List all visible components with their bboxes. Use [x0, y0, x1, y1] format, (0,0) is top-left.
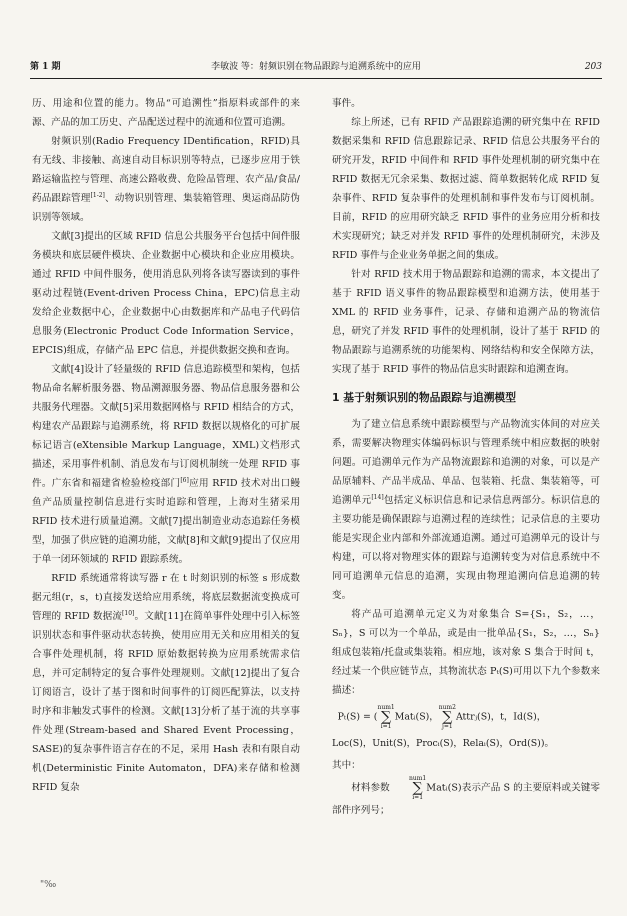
- sum-upper: num2: [438, 704, 456, 711]
- sum-upper: num1: [409, 775, 427, 782]
- citation: [14]: [371, 493, 384, 501]
- running-title: 李敏波 等：射频识别在物品跟踪与追溯系统中的应用: [211, 62, 421, 72]
- footer-mark: "‰: [40, 880, 57, 890]
- text-run: Matᵢ(S)表示产品 S 的主要原料或关键零部件序列号；: [332, 782, 601, 816]
- text-run: 。文献[11]在简单事件处理中引入标签识别状态和事件驱动状态转换，使用应用无关和应用相关的复合事件处理机制，将 RFID 原始数据转换为应用系统需求信息，并可定制特定的复合事件处理规则。文献[12]提出了复合订阅语言，设计了基于图和时间事件的订阅匹配算法，以支持时序和非触发式事件的检测。文献[13]分析了基于流的共享事件处理(Stream-based and Shared Event Processing，SASE)的复杂事件语言存在的不足，采用 Hash 表和有限自动机(Deterministic Finite Automaton，DFA)来存储和检测 RFID 复杂: [32, 611, 300, 793]
- text-run: 为了建立信息系统中跟踪模型与产品物流实体间的对应关系，需要解决物理实体编码标识与管理系统中相应数据的映射问题。可追溯单元作为产品物流跟踪和追溯的对象，可以是产品原辅料、产品半成品、单品、包装箱、托盘、集装箱等，可追溯单元: [332, 419, 600, 506]
- text-run: 、动物识别管理、集装箱管理、奥运商品防伪识别等领域。: [32, 193, 301, 223]
- paragraph: 综上所述，已有 RFID 产品跟踪追溯的研究集中在 RFID 数据采集和 RFID 信息跟踪记录、RFID 信息公共服务平台的研究开发，RFID 中间件和 RFID 事件处理机制的研究集中在 RFID 数据无冗余采集、数据过滤、简单数据转化成 RFID 复杂事件、RFID 复杂事件的处理机制和事件发布与订阅机制。目前，RFID 的应用研究缺乏 RFID 事件的业务应用分析和技术实现研究；缺乏对并发 RFID 事件的处理机制研究，未涉及 RFID 事件与企业业务单据之间的集成。: [332, 117, 600, 261]
- left-column: [32, 94, 300, 797]
- issue-number: 第 1 期: [30, 62, 61, 72]
- text-run: 材料参数: [351, 782, 390, 794]
- paragraph: 其中：: [332, 760, 361, 771]
- sum-lower: i=1: [380, 723, 392, 730]
- paragraph: [32, 132, 300, 227]
- formula-part: Matᵢ(S)，: [394, 711, 439, 723]
- sum-upper: num1: [377, 704, 395, 711]
- paragraph: 文献[3]提出的区域 RFID 信息公共服务平台包括中间件服务模块和底层硬件模块、企业数据中心模块和企业应用模块。通过 RFID 中间件服务，使用消息队列将各读写器读到的事件驱动过程链(Event-driven Process China，EPC)信息主动发给企业数据中心，企业数据中心由数据库和产品电子代码信息服务(Electronic Product Code Information Service，EPCIS)组成，存储产品 EPC 信息，并提供数据交换和查询。: [32, 231, 300, 356]
- sum-lower: j=1: [441, 723, 453, 730]
- page-number: 203: [584, 62, 602, 72]
- citation: [6]: [180, 476, 189, 484]
- paragraph: [332, 415, 600, 605]
- paragraph: 历、用途和位置的能力。物品“可追溯性”指原料或部件的来源、产品的加工历史、产品配送过程中的流通和位置可追溯。: [32, 98, 300, 128]
- section-title: 1 基于射频识别的物品跟踪与追溯模型: [332, 391, 517, 404]
- sum-lower: i=1: [412, 794, 424, 801]
- paragraph: [332, 775, 600, 820]
- paragraph: 将产品可追溯单元定义为对象集合 S={S₁，S₂，…，Sₙ}，S 可以为一个单品，或是由一批单品{S₁，S₂，…，Sₙ}组成包装箱/托盘或集装箱。相应地，该对象 S 集合于时间 t，经过某一个供应链节点，其物流状态 Pₜ(S)可用以下九个参数来描述：: [332, 609, 600, 696]
- summation-symbol: num1 ∑ i=1: [390, 775, 426, 801]
- text-run: RFID 系统通常将读写器 r 在 t 时刻识别的标签 s 形成数据元组(r，s，t)直接发送给应用系统，将底层数据流变换成可管理的 RFID 数据流: [32, 573, 300, 622]
- citation: [1-2]: [90, 191, 105, 199]
- paragraph: 事件。: [332, 98, 361, 109]
- paragraph: [32, 569, 300, 797]
- state-formula-line2: Loc(S)，Unit(S)，Procᵢ(S)，Relaᵢ(S)，Ord(S))。: [332, 738, 554, 749]
- formula-part: Pₜ(S) = (: [337, 711, 378, 723]
- running-header: [30, 58, 602, 79]
- state-formula: [332, 704, 600, 730]
- formula-part: Attrⱼ(S)，t，Id(S)，: [455, 711, 547, 723]
- citation: [10]: [122, 609, 135, 617]
- paragraph: [32, 360, 300, 569]
- right-column: [332, 94, 600, 820]
- text-run: 文献[4]设计了轻量级的 RFID 信息追踪模型和架构，包括物品命名解析服务器、物品溯源服务器、物品信息服务器和公共服务代理器。文献[5]采用数据网格与 RFID 相结合的方式，构建农产品跟踪与追溯系统，将 RFID 数据以规格化的可扩展标记语言(eXtensible Markup Language，XML)文档形式描述，采用事件机制、消息发布与订阅机制统一处理 RFID 事件。广东省和福建省检验检疫部门: [32, 364, 300, 489]
- paragraph: 针对 RFID 技术用于物品跟踪和追溯的需求，本文提出了基于 RFID 语义事件的物品跟踪模型和追溯方法，使用基于 XML 的 RFID 业务事件，记录、存储和追溯产品的物流信息，研究了并发 RFID 事件的处理机制，设计了基于 RFID 的物品跟踪与追溯系统的功能架构、网络结构和安全保障方法，实现了基于 RFID 事件的物品信息实时跟踪和追溯查询。: [332, 269, 600, 375]
- text-run: 应用 RFID 技术对出口鳗鱼产品质量控制信息进行实时追踪和管理，上海对生猪采用 RFID 技术进行质量追溯。文献[7]提出制造业动态追踪任务模型，加强了供应链的追溯功能，文献[8]和文献[9]提出了仅应用于单一闭环领域的 RFID 跟踪系统。: [32, 478, 301, 565]
- text-run: 射频识别(Radio Frequency IDentification，RFID)具有无线、非接触、高速自动目标识别等特点，已逐步应用于铁路运输监控与管理、高速公路收费、危险品管理、农产品/食品/药品跟踪管理: [32, 136, 300, 204]
- summation-symbol: num2 ∑ j=1: [438, 704, 456, 730]
- text-run: 包括定义标识信息和记录信息两部分。标识信息的主要功能是确保跟踪与追溯过程的连续性；记录信息的主要功能是实现企业内部和外部流通追溯。通过可追溯单元的设计与构建，可以将对物理实体的跟踪与追溯转变为对信息系统中不同可追溯单元信息的追溯，实现由物理追溯向信息追溯的转变。: [332, 495, 601, 601]
- summation-symbol: num1 ∑ i=1: [377, 704, 395, 730]
